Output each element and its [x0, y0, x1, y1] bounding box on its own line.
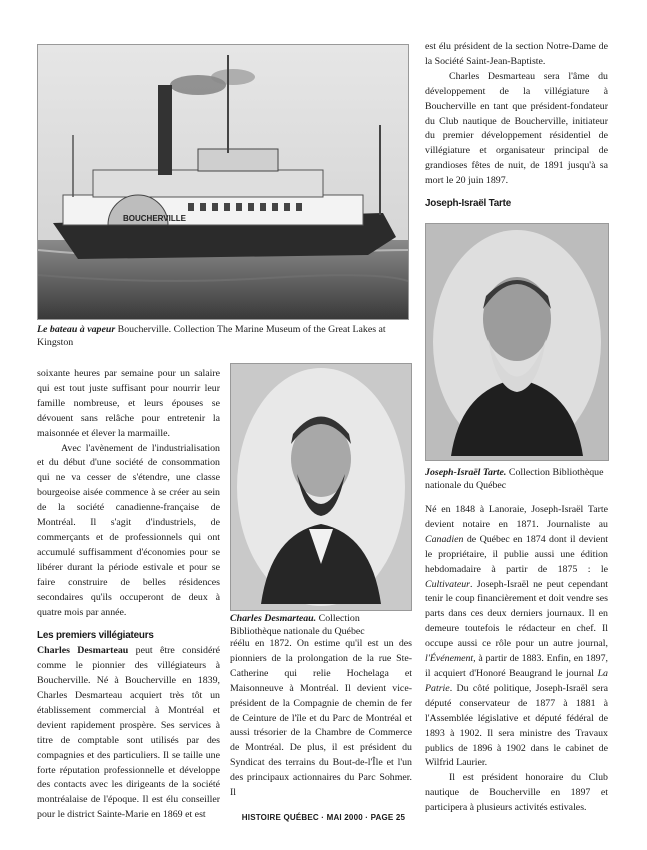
- column-3: [425, 40, 608, 212]
- desmarteau-caption-text: Collection Bibliothèque nationale du Québec: [230, 613, 365, 638]
- portrait-image: [231, 364, 411, 610]
- column-2: [230, 637, 412, 801]
- paragraph: Il est président honoraire du Club nautique de Boucherville en 1897 et participera à plusieurs activités estivales.: [425, 772, 608, 814]
- text-run: , à partir de 1883. Enfin, en 1897, il acquiert d'Honoré Beaugrand le journal: [425, 653, 608, 679]
- steamboat-image: [38, 45, 408, 319]
- section-heading: Joseph-Israël Tarte: [425, 198, 512, 210]
- page-footer: HISTOIRE QUÉBEC · MAI 2000 · PAGE 25: [241, 813, 406, 822]
- name-bold: Charles Desmarteau: [37, 645, 129, 657]
- paragraph: réélu en 1872. On estime qu'il est un des pionniers de la prolongation de la rue Ste-Catherine qui relie Hochelaga et Maisonneuve à Montréal. Il devient vice-président de la Compagnie de chemin de fer de Ceinture de l'île et du Parc de Montréal et aussi trésorier de la Chambre de Commerce de Montréal. De plus, il est président du Syndicat des terrains du Bout-de-l'Île et l'un des principaux actionnaires du Parc Sohmer. Il: [230, 638, 412, 799]
- text-run: de Québec en 1874 dont il devient le propriétaire, il publie aussi une édition hebdomadaire à partir de 1875 : le: [425, 533, 608, 575]
- paragraph: soixante heures par semaine pour un salaire qui est tout juste suffisant pour nourrir leur famille nombreuse, et leurs épouses se dévouent sans relâche pour entretenir la maisonnée et élever la marmaille.: [37, 368, 220, 439]
- paragraph: [425, 503, 608, 771]
- tarte-caption-text: Collection Bibliothèque nationale du Québec: [425, 467, 604, 492]
- boat-name-sign: BOUCHERVILLE: [123, 214, 186, 223]
- steamboat-photo: [37, 44, 409, 320]
- column-3-continued: [425, 503, 608, 816]
- desmarteau-caption: [230, 612, 412, 639]
- text-run: . Du côté politique, Joseph-Israël sera député conservateur de 1877 à 1881 à l'Assemblée législative et député fédéral de 1893 à 1902. Il sera ministre des Travaux publics de 1896 à 1902 dans le cabinet de Wilfrid Laurier.: [425, 682, 608, 769]
- boat-caption: [37, 323, 409, 350]
- portrait-image: [426, 224, 608, 460]
- column-1: [37, 367, 220, 823]
- text-run: . Joseph-Israël ne peut cependant tenir le coup financièrement et doit vendre ses parts dans ces deux derniers journaux. Il en demeure toutefois le rédacteur en chef. Il occupe aussi ce rôle pour un autre journal,: [425, 578, 608, 650]
- tarte-caption: [425, 466, 610, 493]
- boat-caption-italic: Le bateau à vapeur: [37, 324, 116, 335]
- paragraph: Avec l'avènement de l'industrialisation et du début d'une société de consommation qui ne va cesser de s'étendre, une classe bourgeoise aisée commence à se créer au sein de la société canadienne-française de Montréal. Il s'agit d'industriels, de commerçants et de professionnels qui ont accumulé suffisamment d'économies pour se libérer durant la période estivale et pour se faire construire de belles résidences secondaires qu'ils occuperont de deux à quatre mois par année.: [37, 442, 220, 618]
- text-run: Né en 1848 à Lanoraie, Joseph-Israël Tarte devient notaire en 1871. Journaliste au: [425, 504, 608, 530]
- paragraph: peut être considéré comme le pionnier des villégiateurs à Boucherville. Né à Boucherville en 1839, Charles Desmarteau acquiert très tôt un établissement commercial à Montréal et devient rapidement prospère. Ses services à titre de comptable sont utilisés par des compagnies et des particuliers. Il se taille une forte réputation professionnelle et développe des contacts avec les dirigeants de la société montréalaise de l'époque. Il est élu conseiller pour le district Sainte-Marie en 1869 et est: [37, 645, 220, 821]
- desmarteau-caption-italic: Charles Desmarteau.: [230, 613, 317, 624]
- boat-caption-text: Boucherville. Collection The Marine Museum of the Great Lakes at Kingston: [37, 324, 386, 349]
- italic-title: l'Événement: [425, 653, 474, 665]
- italic-title: Cultivateur: [425, 578, 470, 590]
- paragraph: est élu président de la section Notre-Dame de la Société Saint-Jean-Baptiste.: [425, 41, 608, 67]
- desmarteau-portrait: [230, 363, 412, 611]
- paragraph: Charles Desmarteau sera l'âme du développement de la villégiature à Boucherville en tant que président-fondateur du Club nautique de Boucherville, initiateur du premier développement résidentiel de villégiature et organisateur principal de grandioses fêtes de nuit, de 1891 jusqu'à sa mort le 20 juin 1897.: [425, 70, 608, 187]
- section-heading: Les premiers villégiateurs: [37, 630, 154, 642]
- tarte-portrait: [425, 223, 609, 461]
- italic-title: Canadien: [425, 533, 464, 545]
- italic-title: La Patrie: [425, 667, 608, 694]
- tarte-caption-italic: Joseph-Israël Tarte.: [425, 467, 507, 478]
